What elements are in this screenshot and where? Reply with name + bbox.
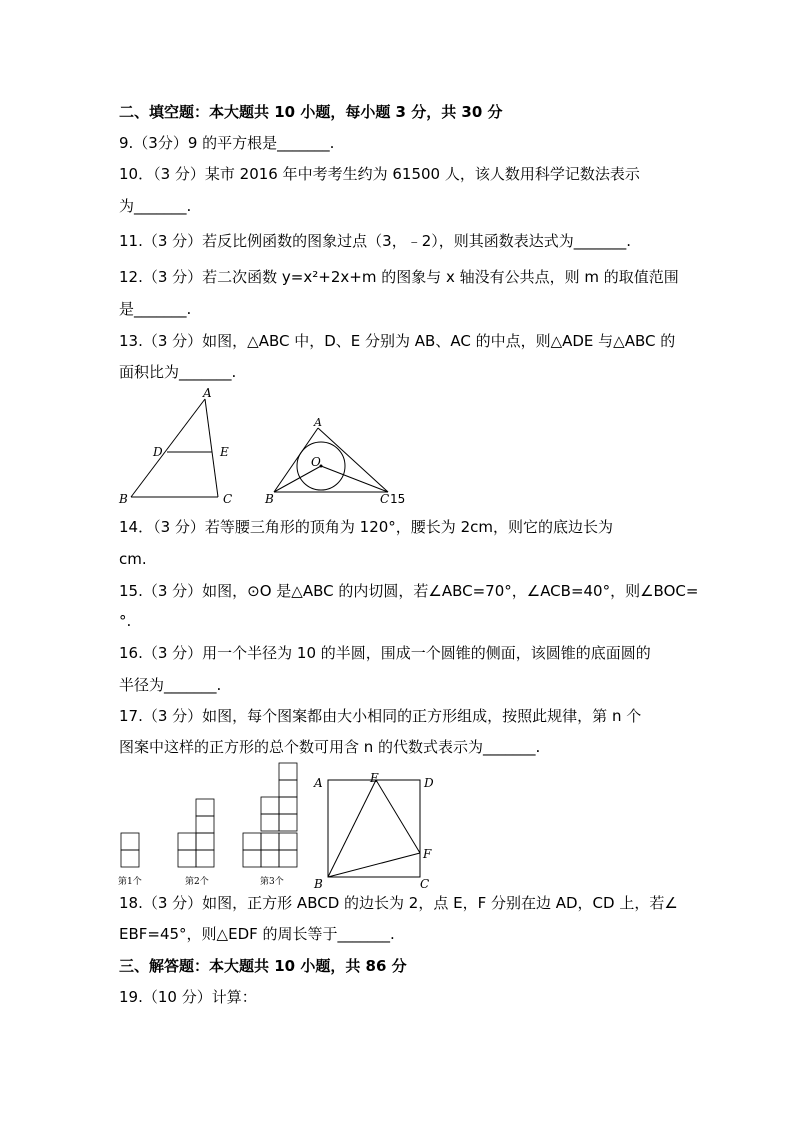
question-15-line1: 15.（3 分）如图，⊙O 是△ABC 的内切圆，若∠ABC=70°，∠ACB=40°，则∠BOC= (119, 582, 699, 600)
question-13-line2: 面积比为_______. (119, 363, 237, 381)
caption-3: 第3个 (260, 877, 284, 887)
question-10-line1: 10．（3 分）某市 2016 年中考考生约为 61500 人，该人数用科学记数法表示 (119, 165, 640, 183)
question-17-line2: 图案中这样的正方形的总个数可用含 n 的代数式表示为_______. (119, 738, 541, 756)
label-O: O (311, 455, 321, 469)
question-10-line2: 为_______. (119, 197, 192, 215)
label-E: E (370, 771, 379, 785)
caption-1: 第1个 (118, 877, 142, 887)
question-12-line1: 12.（3 分）若二次函数 y=x²+2x+m 的图象与 x 轴没有公共点，则 m 的取值范围 (119, 268, 679, 286)
label-B: B (314, 877, 323, 890)
label-D: D (153, 445, 163, 459)
figure-square-patterns (115, 760, 305, 890)
question-16-line1: 16.（3 分）用一个半径为 10 的半圆，围成一个圆锥的侧面，该圆锥的底面圆的 (119, 644, 651, 662)
figure-square-abcd (310, 770, 440, 890)
question-18-line2: EBF=45°，则△EDF 的周长等于_______. (119, 925, 395, 943)
section2-title: 二、填空题：本大题共 10 小题，每小题 3 分，共 30 分 (119, 103, 503, 121)
section3-title: 三、解答题：本大题共 10 小题，共 86 分 (119, 957, 407, 975)
label-A: A (314, 776, 323, 790)
question-17-line1: 17.（3 分）如图，每个图案都由大小相同的正方形组成，按照此规律，第 n 个 (119, 707, 642, 725)
question-19: 19.（10 分）计算： (119, 988, 257, 1006)
figure-incircle (262, 414, 417, 510)
label-E: E (220, 445, 229, 459)
question-18-line1: 18.（3 分）如图，正方形 ABCD 的边长为 2，点 E，F 分别在边 AD，CD 上，若∠ (119, 894, 678, 912)
question-15-line2: °. (119, 612, 132, 630)
fig15-number: 15 (390, 492, 406, 506)
label-C: C (223, 492, 233, 506)
label-C: C (380, 492, 390, 506)
question-14-line2: cm. (119, 550, 147, 568)
figure-triangle-midline (115, 385, 245, 510)
question-9: 9.（3分）9 的平方根是_______. (119, 134, 335, 152)
question-12-line2: 是_______. (119, 300, 192, 318)
label-D: D (424, 776, 434, 790)
question-13-line1: 13.（3 分）如图，△ABC 中，D、E 分别为 AB、AC 的中点，则△ADE 与△ABC 的 (119, 332, 676, 350)
question-11: 11.（3 分）若反比例函数的图象过点（3，﹣2），则其函数表达式为_______. (119, 232, 632, 250)
question-16-line2: 半径为_______. (119, 676, 222, 694)
label-F: F (423, 847, 432, 861)
label-A: A (314, 416, 322, 429)
label-C: C (420, 877, 430, 890)
label-A: A (203, 386, 212, 400)
label-B: B (265, 492, 274, 506)
caption-2: 第2个 (185, 877, 209, 887)
question-14-line1: 14．（3 分）若等腰三角形的顶角为 120°，腰长为 2cm，则它的底边长为 (119, 518, 613, 536)
label-B: B (119, 492, 128, 506)
